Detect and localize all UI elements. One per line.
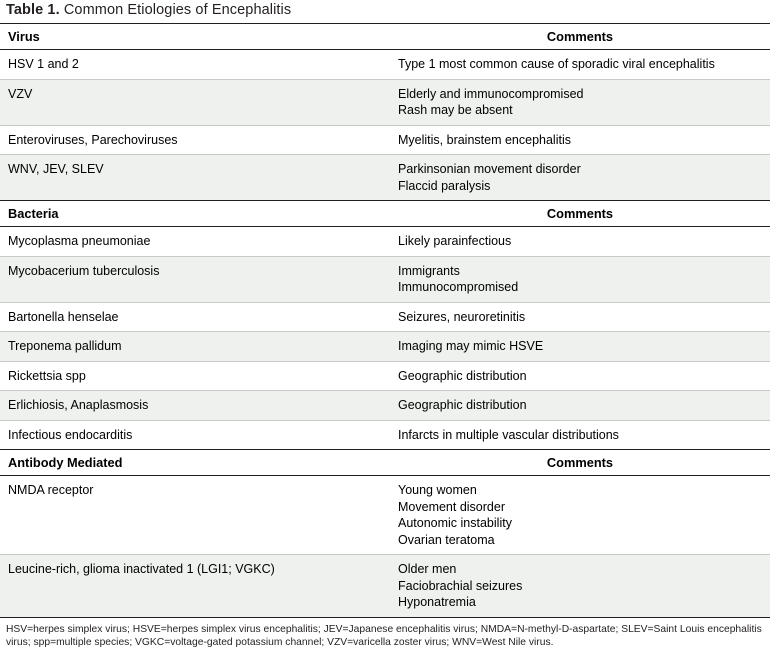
table-row: [0, 50, 770, 80]
comment-item: Movement disorder: [398, 499, 505, 514]
row-name: Infectious endocarditis: [0, 420, 390, 450]
section-header-row: [0, 24, 770, 50]
row-name: Enteroviruses, Parechoviruses: [0, 125, 390, 155]
table-caption-text: Common Etiologies of Encephalitis: [63, 2, 292, 18]
row-comments: [390, 476, 770, 555]
comment-item: Type 1 most common cause of sporadic viral encephalitis: [398, 57, 715, 71]
row-comments: [390, 256, 770, 302]
row-name: WNV, JEV, SLEV: [0, 155, 390, 201]
comment-item: Immigrants: [398, 263, 460, 278]
row-name: Rickettsia spp: [0, 361, 390, 391]
section-header-bacteria: Bacteria: [0, 201, 390, 227]
comment-item: Imaging may mimic HSVE: [398, 339, 544, 353]
row-comments: [390, 50, 770, 80]
comment-list: [398, 132, 762, 149]
comments-header-antibody-mediated: Comments: [390, 450, 770, 476]
comment-item: Faciobrachial seizures: [398, 578, 523, 593]
row-name: Erlichiosis, Anaplasmosis: [0, 391, 390, 421]
row-comments: [390, 125, 770, 155]
table-row: [0, 125, 770, 155]
comment-list: [398, 397, 762, 414]
row-name: Bartonella henselae: [0, 302, 390, 332]
row-name: VZV: [0, 79, 390, 125]
comment-item: Geographic distribution: [398, 398, 527, 412]
table-row: [0, 79, 770, 125]
table-row: [0, 155, 770, 201]
comment-item: Infarcts in multiple vascular distributions: [398, 427, 619, 442]
section-header-virus: Virus: [0, 24, 390, 50]
table-row: [0, 361, 770, 391]
comment-list: [398, 233, 762, 250]
comment-list: [398, 263, 762, 296]
row-comments: [390, 361, 770, 391]
comment-list: [398, 427, 762, 444]
section-header-row: [0, 450, 770, 476]
row-name: Leucine-rich, glioma inactivated 1 (LGI1; VGKC): [0, 555, 390, 618]
table-row: [0, 302, 770, 332]
comments-header-virus: Comments: [390, 24, 770, 50]
comment-item: Geographic distribution: [398, 368, 527, 383]
section-header-row: [0, 201, 770, 227]
table-caption: [0, 0, 770, 23]
row-name: Treponema pallidum: [0, 332, 390, 362]
table-row: [0, 555, 770, 618]
comment-item: Young women: [398, 483, 477, 497]
row-comments: [390, 555, 770, 618]
comment-item: Likely parainfectious: [398, 234, 512, 248]
row-comments: [390, 79, 770, 125]
row-name: HSV 1 and 2: [0, 50, 390, 80]
comment-list: [398, 161, 762, 194]
comment-item: Hyponatremia: [398, 595, 476, 609]
row-comments: [390, 420, 770, 450]
comment-item: Immunocompromised: [398, 280, 519, 294]
comment-list: [398, 482, 762, 548]
row-name: NMDA receptor: [0, 476, 390, 555]
row-comments: [390, 332, 770, 362]
comment-list: [398, 86, 762, 119]
comment-list: [398, 561, 762, 611]
row-name: Mycoplasma pneumoniae: [0, 227, 390, 257]
row-comments: [390, 227, 770, 257]
comment-item: Older men: [398, 562, 457, 576]
comment-item: Ovarian teratoma: [398, 532, 495, 547]
table-row: [0, 476, 770, 555]
table-row: [0, 332, 770, 362]
comment-item: Rash may be absent: [398, 103, 513, 117]
comment-list: [398, 368, 762, 385]
table-row: [0, 391, 770, 421]
section-header-antibody-mediated: Antibody Mediated: [0, 450, 390, 476]
comment-item: Parkinsonian movement disorder: [398, 162, 581, 176]
row-comments: [390, 391, 770, 421]
comment-item: Elderly and immunocompromised: [398, 86, 584, 101]
comment-list: [398, 309, 762, 326]
comment-item: Flaccid paralysis: [398, 178, 491, 193]
table-caption-label: Table 1.: [6, 2, 60, 18]
comments-header-bacteria: Comments: [390, 201, 770, 227]
row-comments: [390, 155, 770, 201]
table-row: [0, 420, 770, 450]
table-row: [0, 256, 770, 302]
row-name: Mycobacerium tuberculosis: [0, 256, 390, 302]
comment-list: [398, 56, 762, 73]
comment-list: [398, 338, 762, 355]
comment-item: Seizures, neuroretinitis: [398, 309, 526, 324]
table-footnote: HSV=herpes simplex virus; HSVE=herpes simplex virus encephalitis; JEV=Japanese encephalitis virus; NMDA=N-methyl-D-aspartate; SLEV=Saint Louis encephalitis virus; spp=multiple species; VGKC=voltage-gated potassium channel; VZV=varicella zoster virus; WNV=West Nile virus.: [6, 623, 762, 649]
row-comments: [390, 302, 770, 332]
table-row: [0, 227, 770, 257]
comment-item: Myelitis, brainstem encephalitis: [398, 132, 571, 147]
comment-item: Autonomic instability: [398, 516, 512, 530]
etiologies-table: [0, 23, 770, 618]
